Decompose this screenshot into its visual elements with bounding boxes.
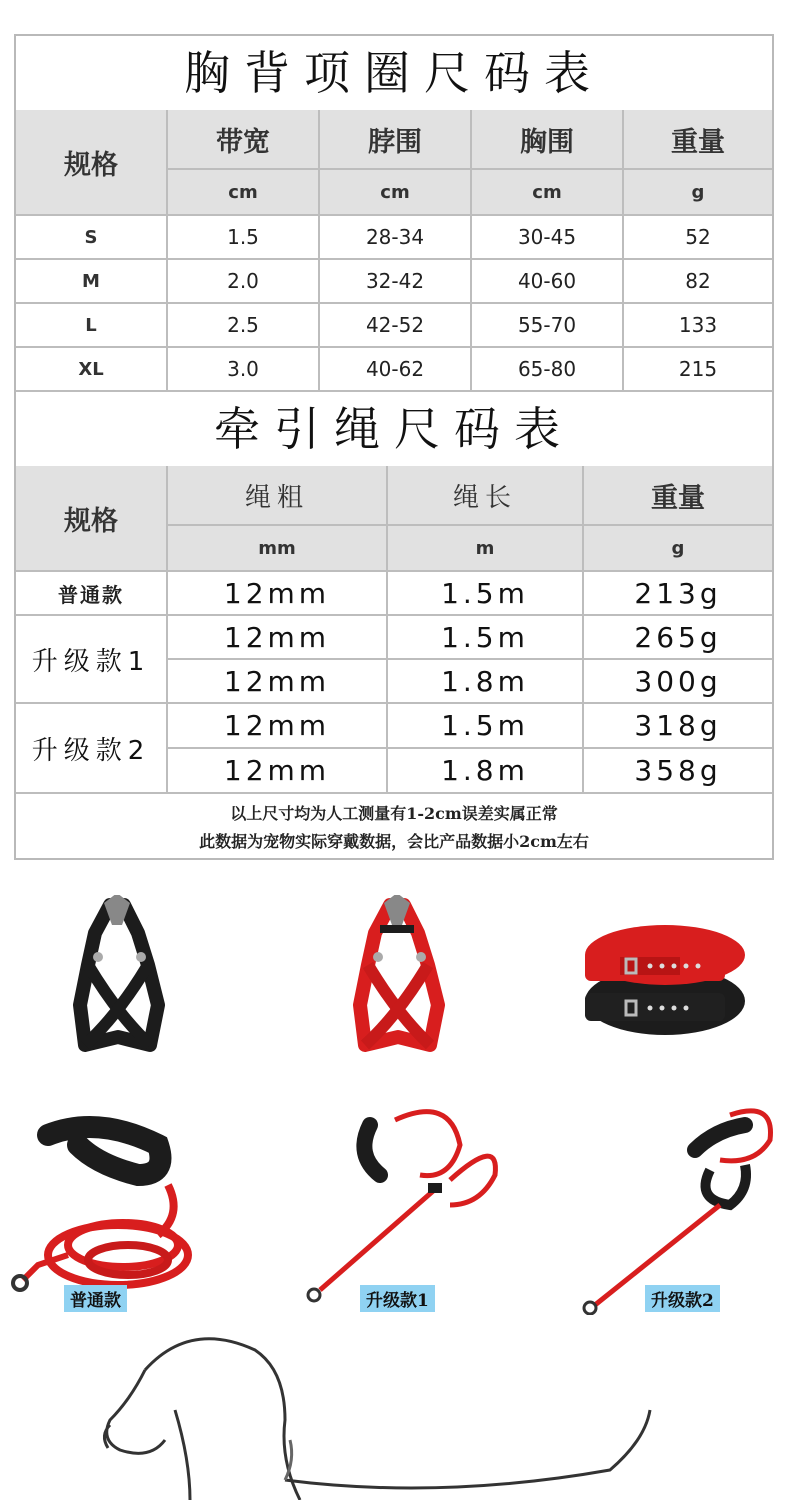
harness-spec-header: 规格 bbox=[16, 110, 168, 216]
harness-cell: 52 bbox=[624, 216, 772, 260]
product-tag-upgrade-1: 升级款1 bbox=[360, 1285, 435, 1312]
leash-group-upgrade-1: 升级款1 bbox=[16, 616, 168, 704]
harness-col-weight: 重量 bbox=[624, 110, 772, 170]
leash-cell: 1.5m bbox=[388, 704, 584, 749]
harness-cell: 2.0 bbox=[168, 260, 320, 304]
black-harness-image bbox=[40, 895, 190, 1060]
harness-cell: 82 bbox=[624, 260, 772, 304]
leash-cell: 1.5m bbox=[388, 572, 584, 616]
leash-cell: 1.8m bbox=[388, 660, 584, 704]
leash-cell: 358g bbox=[584, 749, 772, 794]
leash-cell: 213g bbox=[584, 572, 772, 616]
product-tag-upgrade-2: 升级款2 bbox=[645, 1285, 720, 1312]
dog-outline-illustration bbox=[90, 1330, 690, 1500]
harness-unit-weight: g bbox=[624, 170, 772, 216]
harness-cell: 42-52 bbox=[320, 304, 472, 348]
harness-cell: 1.5 bbox=[168, 216, 320, 260]
leash-group-upgrade-2: 升级款2 bbox=[16, 704, 168, 794]
harness-cell: 30-45 bbox=[472, 216, 624, 260]
harness-cell: 40-60 bbox=[472, 260, 624, 304]
measurement-notes bbox=[16, 796, 772, 860]
harness-size-xl: XL bbox=[16, 348, 168, 392]
harness-col-chest: 胸围 bbox=[472, 110, 624, 170]
size-chart-sheet bbox=[14, 34, 774, 860]
note-line: 此数据为宠物实际穿戴数据，会比产品数据小2cm左右 bbox=[199, 832, 589, 851]
harness-cell: 3.0 bbox=[168, 348, 320, 392]
harness-table-title: 胸背项圈尺码表 bbox=[16, 36, 772, 110]
harness-cell: 55-70 bbox=[472, 304, 624, 348]
harness-cell: 133 bbox=[624, 304, 772, 348]
harness-size-l: L bbox=[16, 304, 168, 348]
standard-leash-image bbox=[8, 1105, 208, 1300]
leash-cell: 265g bbox=[584, 616, 772, 660]
harness-col-band-width: 带宽 bbox=[168, 110, 320, 170]
leash-cell: 12mm bbox=[168, 660, 388, 704]
leash-spec-header: 规格 bbox=[16, 466, 168, 572]
leash-cell: 12mm bbox=[168, 572, 388, 616]
leash-cell: 318g bbox=[584, 704, 772, 749]
harness-unit-neck: cm bbox=[320, 170, 472, 216]
leash-table-title: 牵引绳尺码表 bbox=[16, 392, 772, 466]
harness-col-neck: 脖围 bbox=[320, 110, 472, 170]
harness-size-s: S bbox=[16, 216, 168, 260]
harness-cell: 215 bbox=[624, 348, 772, 392]
leash-col-weight: 重量 bbox=[584, 466, 772, 526]
leash-cell: 12mm bbox=[168, 616, 388, 660]
leash-cell: 1.5m bbox=[388, 616, 584, 660]
harness-cell: 32-42 bbox=[320, 260, 472, 304]
leash-col-length: 绳长 bbox=[388, 466, 584, 526]
leash-col-thickness: 绳粗 bbox=[168, 466, 388, 526]
leash-cell: 1.8m bbox=[388, 749, 584, 794]
harness-unit-chest: cm bbox=[472, 170, 624, 216]
leash-cell: 12mm bbox=[168, 749, 388, 794]
collar-image bbox=[580, 915, 750, 1045]
harness-size-m: M bbox=[16, 260, 168, 304]
upgrade-2-leash-image bbox=[580, 1105, 780, 1315]
leash-unit-weight: g bbox=[584, 526, 772, 572]
harness-cell: 65-80 bbox=[472, 348, 624, 392]
upgrade-1-leash-image bbox=[300, 1105, 510, 1305]
harness-cell: 40-62 bbox=[320, 348, 472, 392]
note-line: 以上尺寸均为人工测量有1-2cm误差实属正常 bbox=[230, 804, 558, 823]
leash-cell: 300g bbox=[584, 660, 772, 704]
leash-cell: 12mm bbox=[168, 704, 388, 749]
leash-group-standard: 普通款 bbox=[16, 572, 168, 616]
harness-cell: 2.5 bbox=[168, 304, 320, 348]
harness-cell: 28-34 bbox=[320, 216, 472, 260]
leash-unit-length: m bbox=[388, 526, 584, 572]
product-tag-standard: 普通款 bbox=[64, 1285, 127, 1312]
leash-unit-thickness: mm bbox=[168, 526, 388, 572]
red-harness-image bbox=[320, 895, 470, 1060]
harness-unit-band-width: cm bbox=[168, 170, 320, 216]
